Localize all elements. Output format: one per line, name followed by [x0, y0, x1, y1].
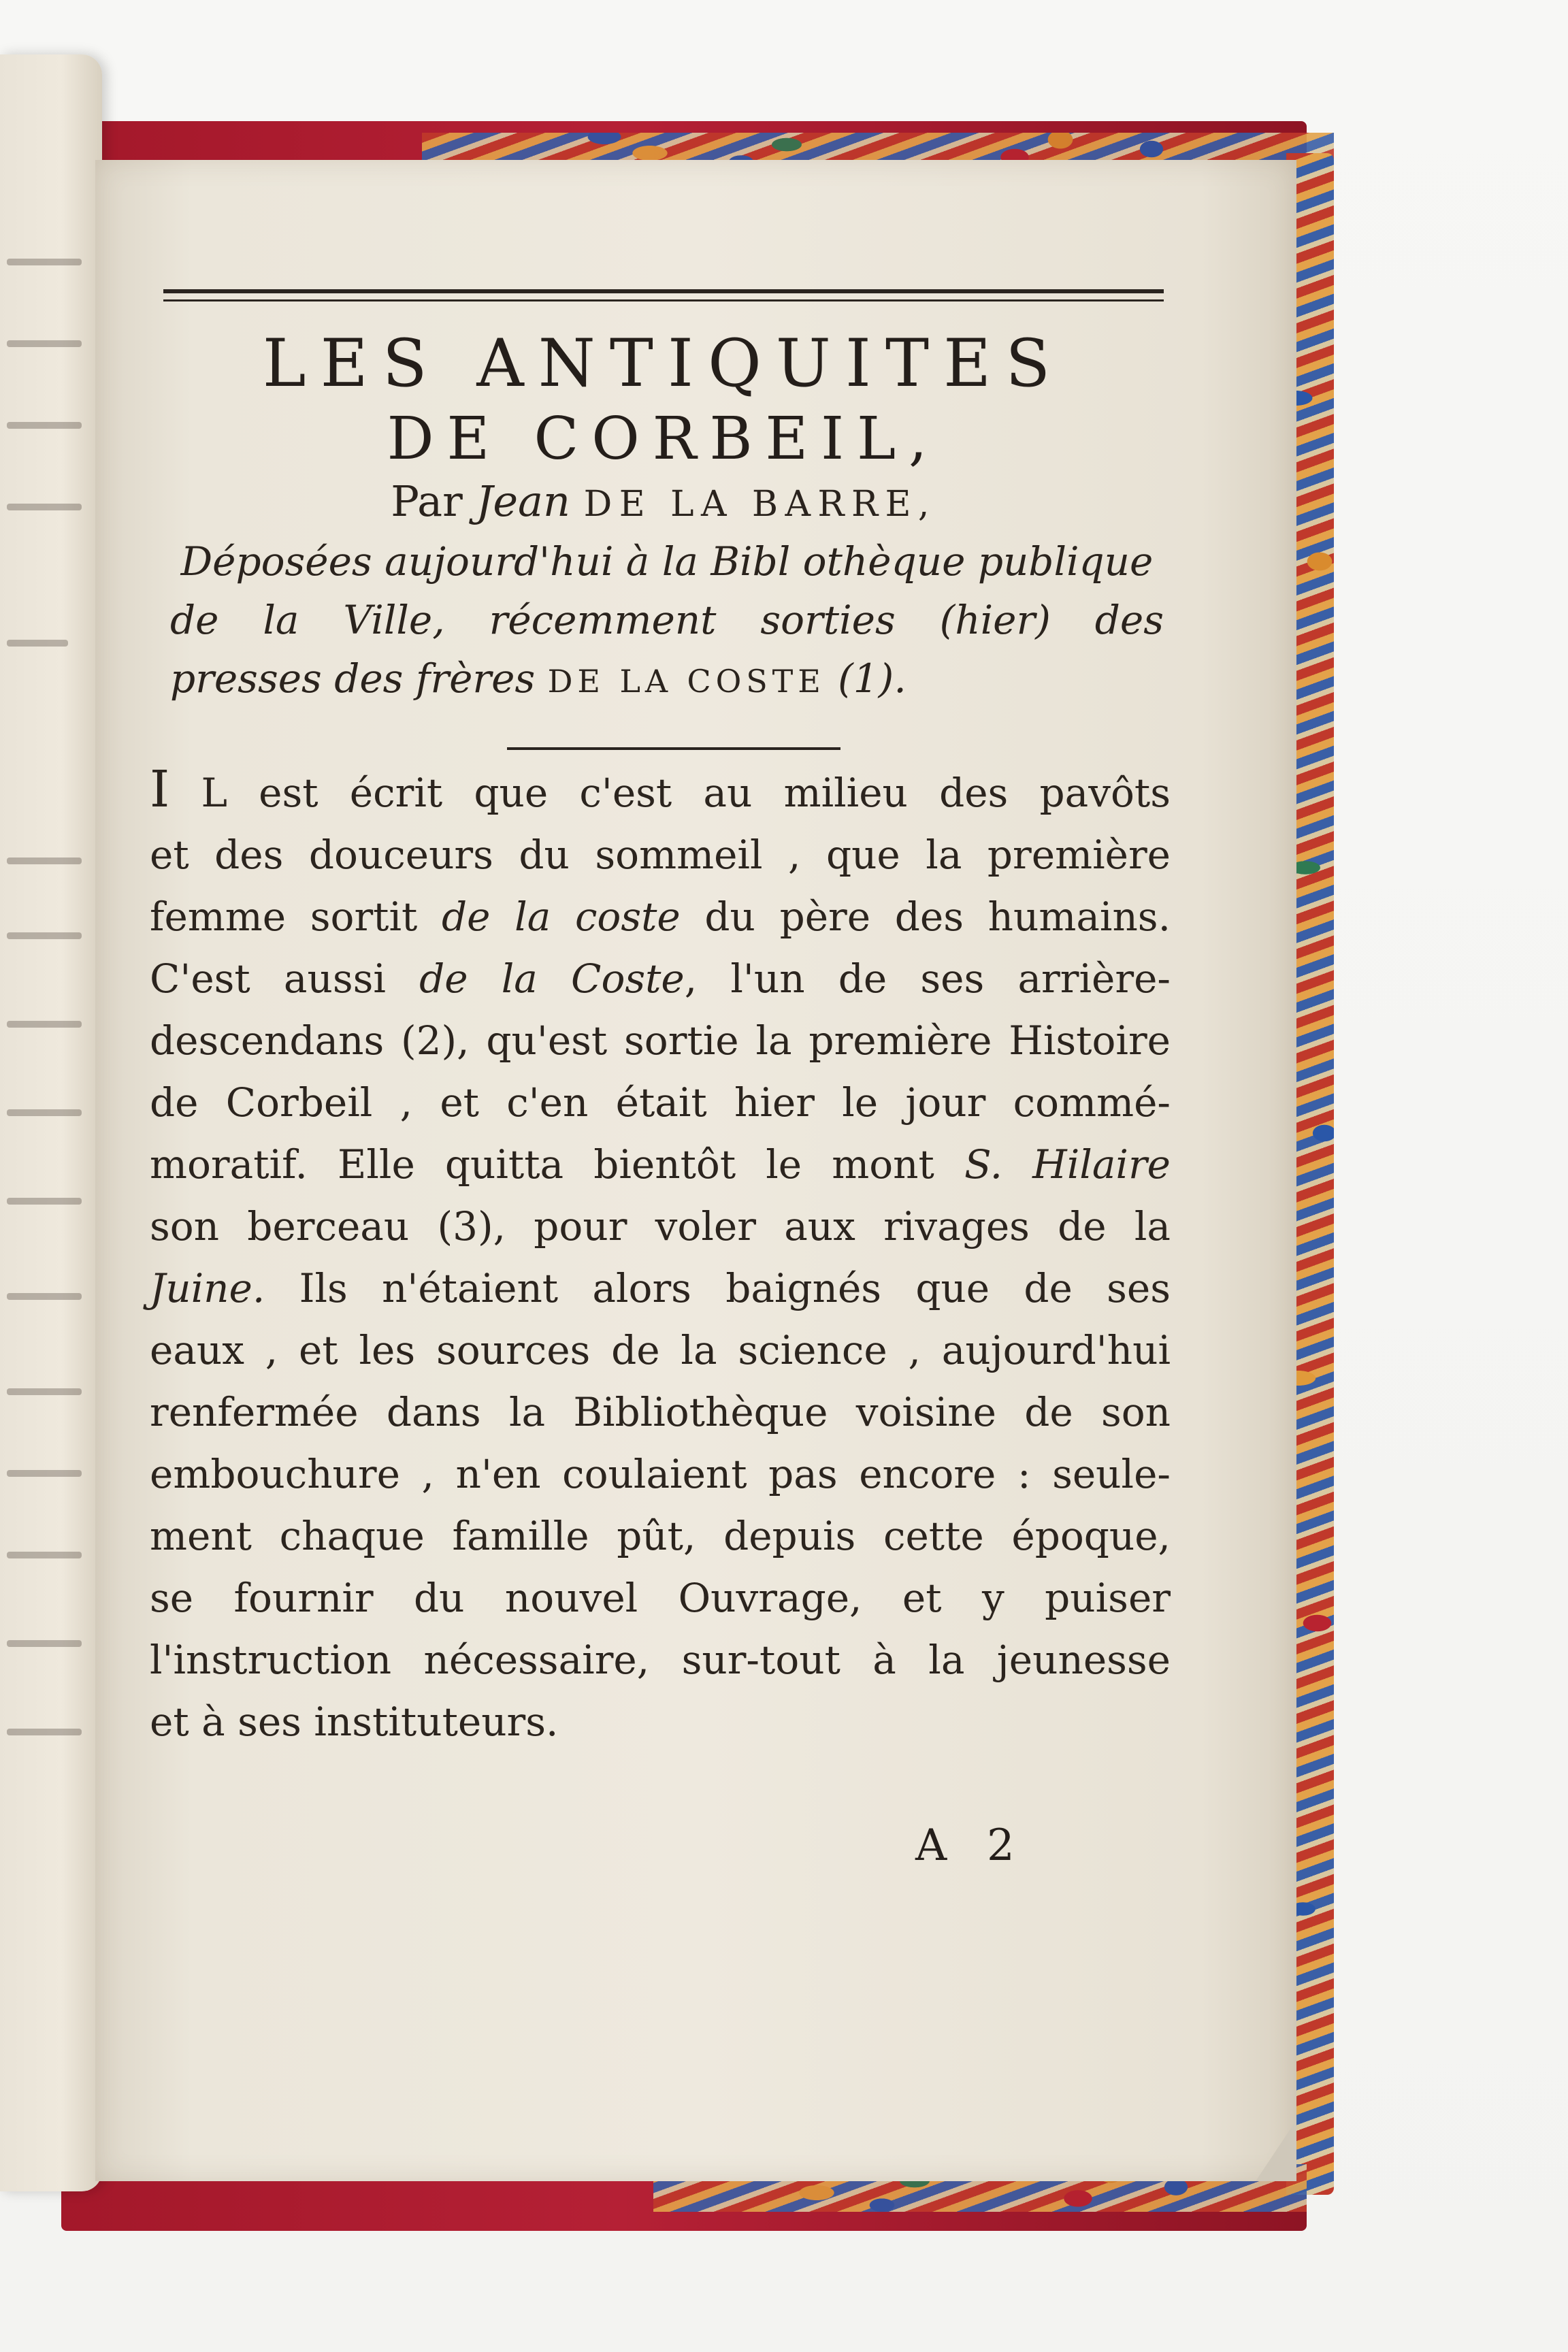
text-span: femme sortit: [150, 894, 418, 940]
italic-span: de la Coste: [419, 956, 685, 1002]
text-line: ment chaque famille pût, depuis cette époque,: [150, 1513, 1171, 1559]
byline-first-name: Jean: [476, 476, 570, 526]
text-line: descendans (2), qu'est sortie la première Histoire: [150, 1017, 1171, 1064]
page-title: LES ANTIQUITES: [262, 325, 1065, 402]
text-line: renfermée dans la Bibliothèque voisine de son: [150, 1389, 1171, 1435]
facing-page: [0, 54, 102, 2191]
text-span: , l'un de ses arrière-: [684, 956, 1171, 1002]
text-line: embouchure , n'en coulaient pas encore : seule-: [150, 1451, 1171, 1497]
text-span: Ils n'étaient alors baignés que de ses: [299, 1265, 1171, 1311]
italic-span: Juine.: [150, 1265, 265, 1311]
double-rule: [163, 289, 1164, 301]
page-title-line2: DE CORBEIL,: [387, 405, 941, 473]
text-line: et des douceurs du sommeil , que la première: [150, 832, 1171, 878]
subtitle-note: (1).: [838, 655, 906, 702]
subtitle-line1: Déposées aujourd'hui à la Bibl othèque publique: [180, 538, 1154, 585]
subtitle-line2: de la Ville, récemment sorties (hier) des: [170, 597, 1164, 643]
text-line: eaux , et les sources de la science , aujourd'hui: [150, 1327, 1171, 1373]
text-line: [150, 1258, 1171, 1320]
text-span: L est écrit que c'est au milieu des pavôts: [201, 770, 1171, 816]
text-span: C'est aussi: [150, 956, 386, 1002]
text-line: [150, 886, 1171, 948]
text-span: du père des humains.: [704, 894, 1171, 940]
italic-span: S. Hilaire: [964, 1141, 1171, 1188]
text-line: [150, 948, 1171, 1010]
text-line: [150, 759, 1171, 824]
byline-prefix: Par: [391, 476, 463, 526]
byline-author: DE LA BARRE,: [583, 484, 936, 525]
text-line: et à ses instituteurs.: [150, 1699, 559, 1745]
drop-initial: I: [150, 760, 170, 819]
text-line: de Corbeil , et c'en était hier le jour commé-: [150, 1079, 1171, 1126]
text-span: moratif. Elle quitta bientôt le mont: [150, 1141, 934, 1188]
byline: [163, 476, 1164, 526]
text-line: [150, 1134, 1171, 1196]
text-line: son berceau (3), pour voler aux rivages de la: [150, 1203, 1171, 1250]
italic-span: de la coste: [442, 894, 681, 940]
separator-rule: [507, 747, 840, 750]
text-line: se fournir du nouvel Ouvrage, et y puiser: [150, 1575, 1171, 1621]
body-paragraph: [150, 759, 1171, 1753]
signature-mark: A 2: [915, 1820, 1028, 1871]
subtitle-text: presses des frères: [170, 655, 536, 702]
subtitle-line3: [170, 649, 1164, 710]
subtitle-publisher: DE LA COSTE: [547, 663, 826, 700]
text-line: l'instruction nécessaire, sur-tout à la jeunesse: [150, 1637, 1171, 1683]
